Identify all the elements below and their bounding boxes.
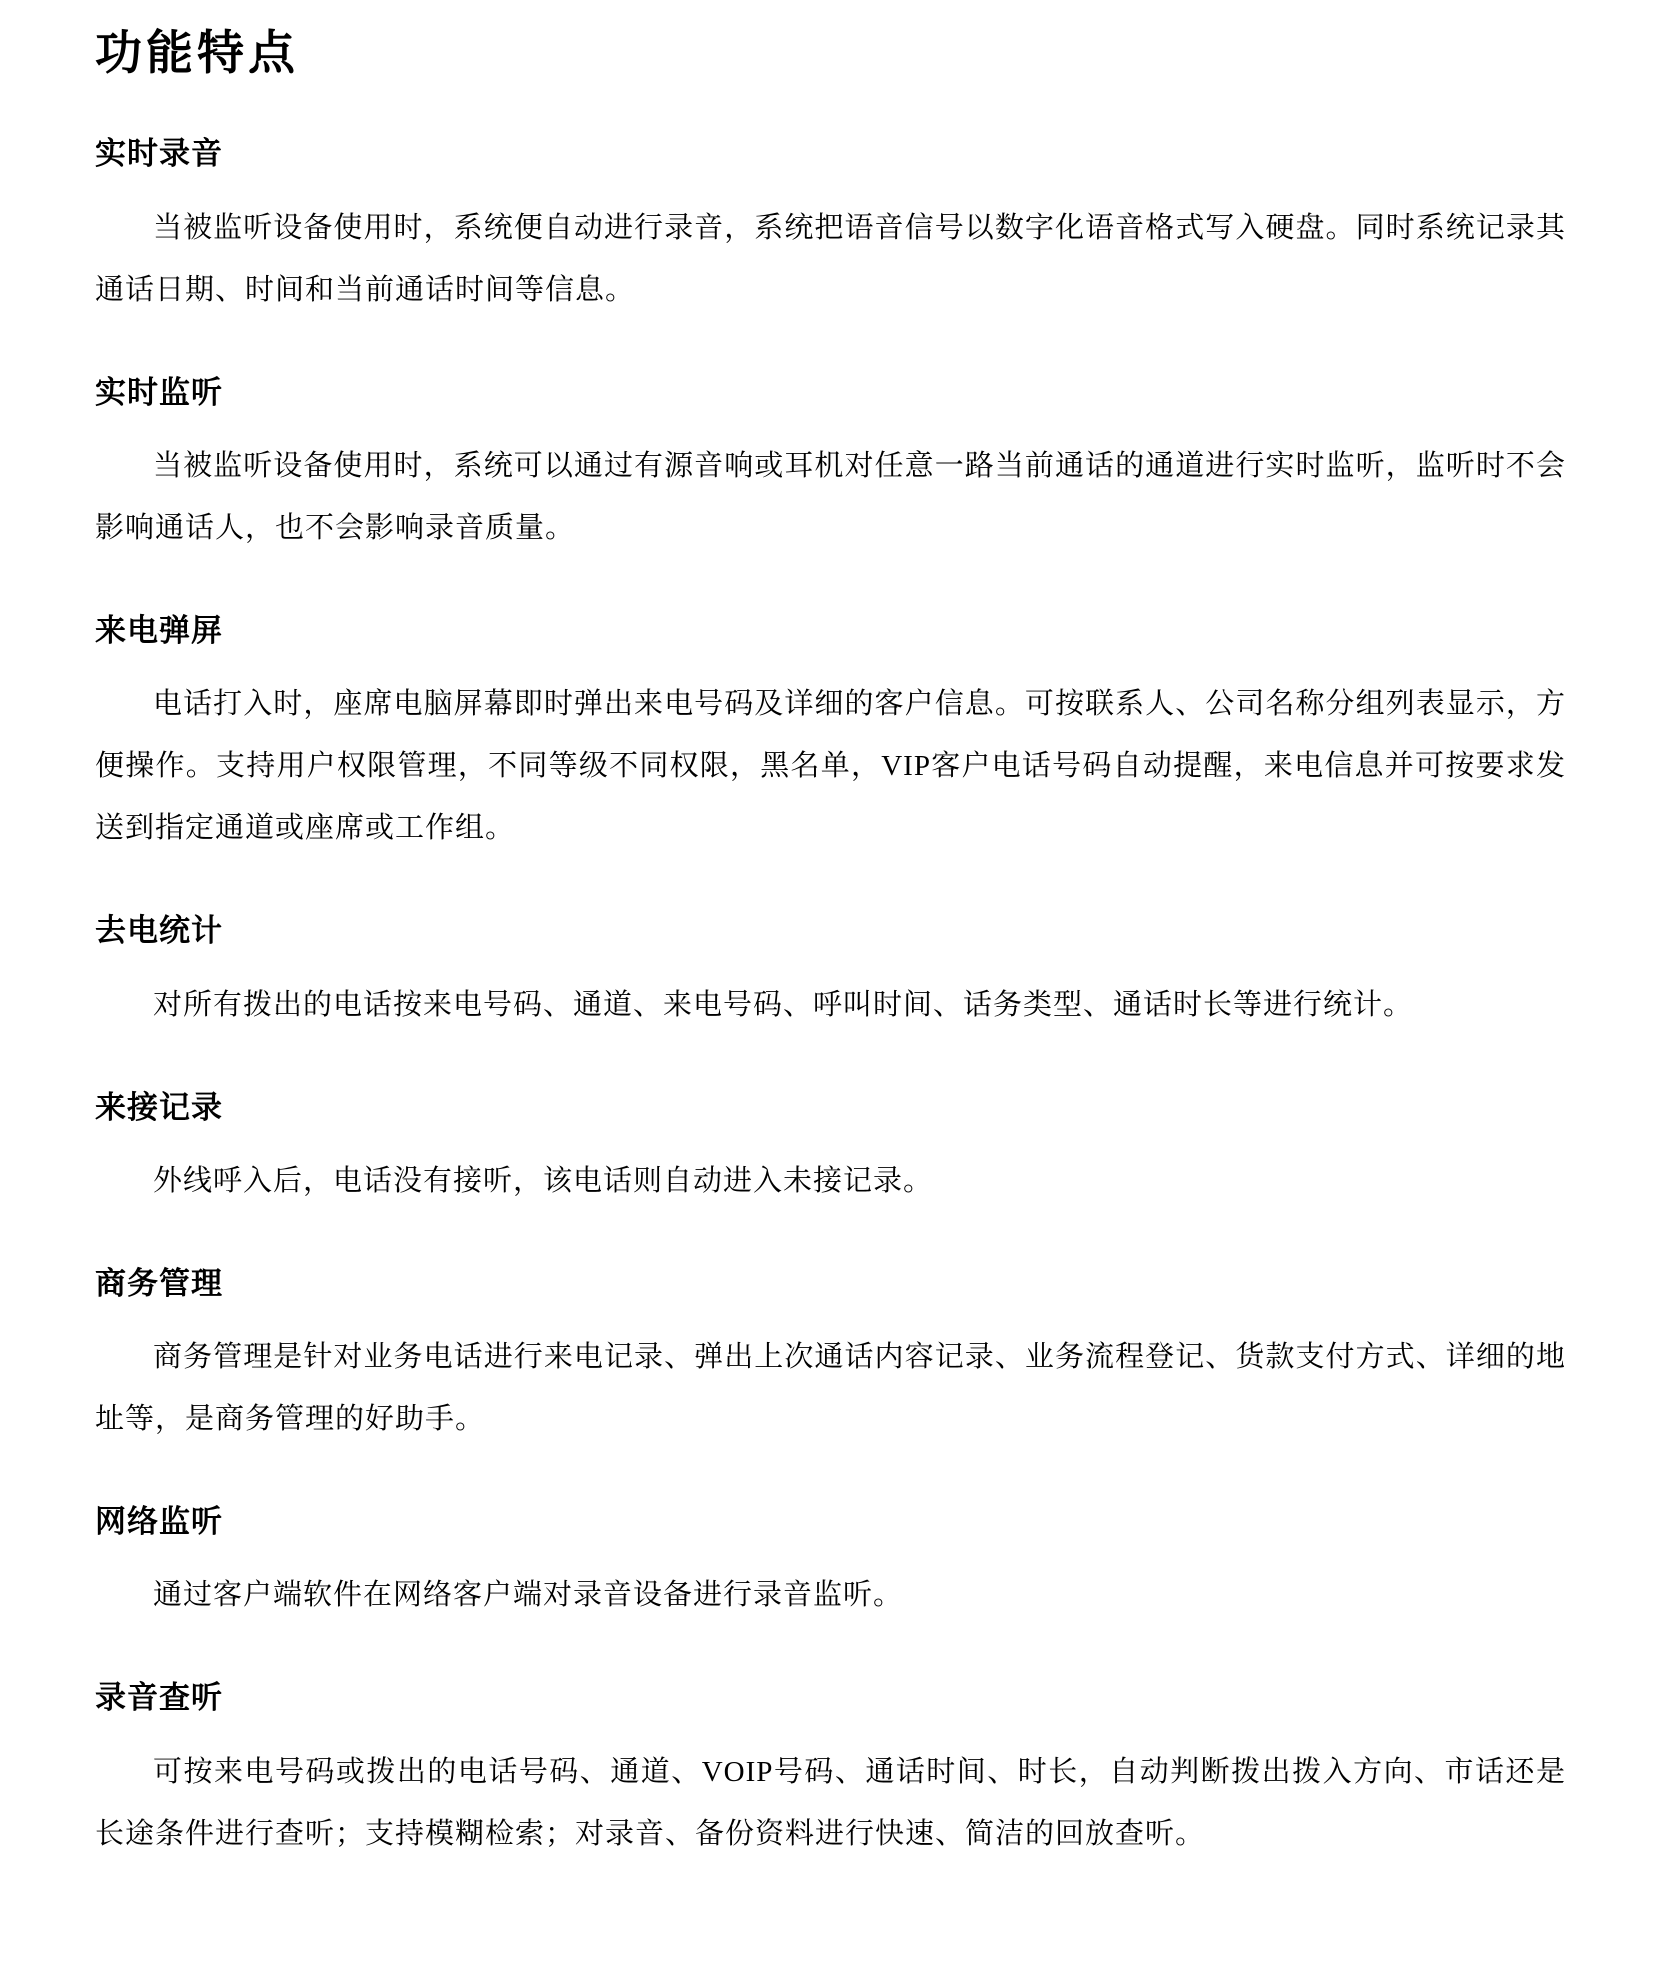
section-body-outgoing-call-statistics: 对所有拨出的电话按来电号码、通道、来电号码、呼叫时间、话务类型、通话时长等进行统计。 [153, 988, 1414, 1021]
section-heading-business-management: 商务管理 [95, 1265, 223, 1301]
section-realtime-monitoring [95, 373, 1566, 559]
section-network-monitoring [95, 1502, 1566, 1626]
section-body-missed-call-records: 外线呼入后，电话没有接听，该电话则自动进入未接记录。 [153, 1164, 934, 1197]
section-body-realtime-monitoring: 当被监听设备使用时，系统可以通过有源音响或耳机对任意一路当前通话的通道进行实时监听，监听时不会影响通话人，也不会影响录音质量。 [95, 449, 1566, 544]
section-heading-realtime-recording: 实时录音 [95, 136, 223, 172]
section-business-management [95, 1264, 1566, 1450]
page-title: 功能特点 [95, 28, 299, 80]
section-heading-network-monitoring: 网络监听 [95, 1504, 223, 1540]
section-heading-incoming-call-popup: 来电弹屏 [95, 612, 223, 648]
section-body-network-monitoring: 通过客户端软件在网络客户端对录音设备进行录音监听。 [153, 1579, 904, 1612]
section-body-realtime-recording: 当被监听设备使用时，系统便自动进行录音，系统把语音信号以数字化语音格式写入硬盘。同时系统记录其通话日期、时间和当前通话时间等信息。 [95, 211, 1566, 306]
section-heading-realtime-monitoring: 实时监听 [95, 374, 223, 410]
section-outgoing-call-statistics [95, 911, 1566, 1035]
section-recording-playback [95, 1678, 1566, 1864]
section-heading-recording-playback: 录音查听 [95, 1680, 223, 1716]
section-body-recording-playback: 可按来电号码或拨出的电话号码、通道、VOIP号码、通话时间、时长，自动判断拨出拨入方向、市话还是长途条件进行查听；支持模糊检索；对录音、备份资料进行快速、简洁的回放查听。 [95, 1755, 1566, 1850]
section-incoming-call-popup [95, 611, 1566, 859]
section-heading-outgoing-call-statistics: 去电统计 [95, 913, 223, 949]
section-heading-missed-call-records: 来接记录 [95, 1089, 223, 1125]
section-realtime-recording [95, 134, 1566, 320]
section-body-incoming-call-popup: 电话打入时，座席电脑屏幕即时弹出来电号码及详细的客户信息。可按联系人、公司名称分组列表显示，方便操作。支持用户权限管理，不同等级不同权限，黑名单，VIP客户电话号码自动提醒，来电信息并可按要求发送到指定通道或座席或工作组。 [95, 688, 1566, 845]
section-body-business-management: 商务管理是针对业务电话进行来电记录、弹出上次通话内容记录、业务流程登记、货款支付方式、详细的地址等，是商务管理的好助手。 [95, 1341, 1566, 1436]
section-missed-call-records [95, 1088, 1566, 1212]
